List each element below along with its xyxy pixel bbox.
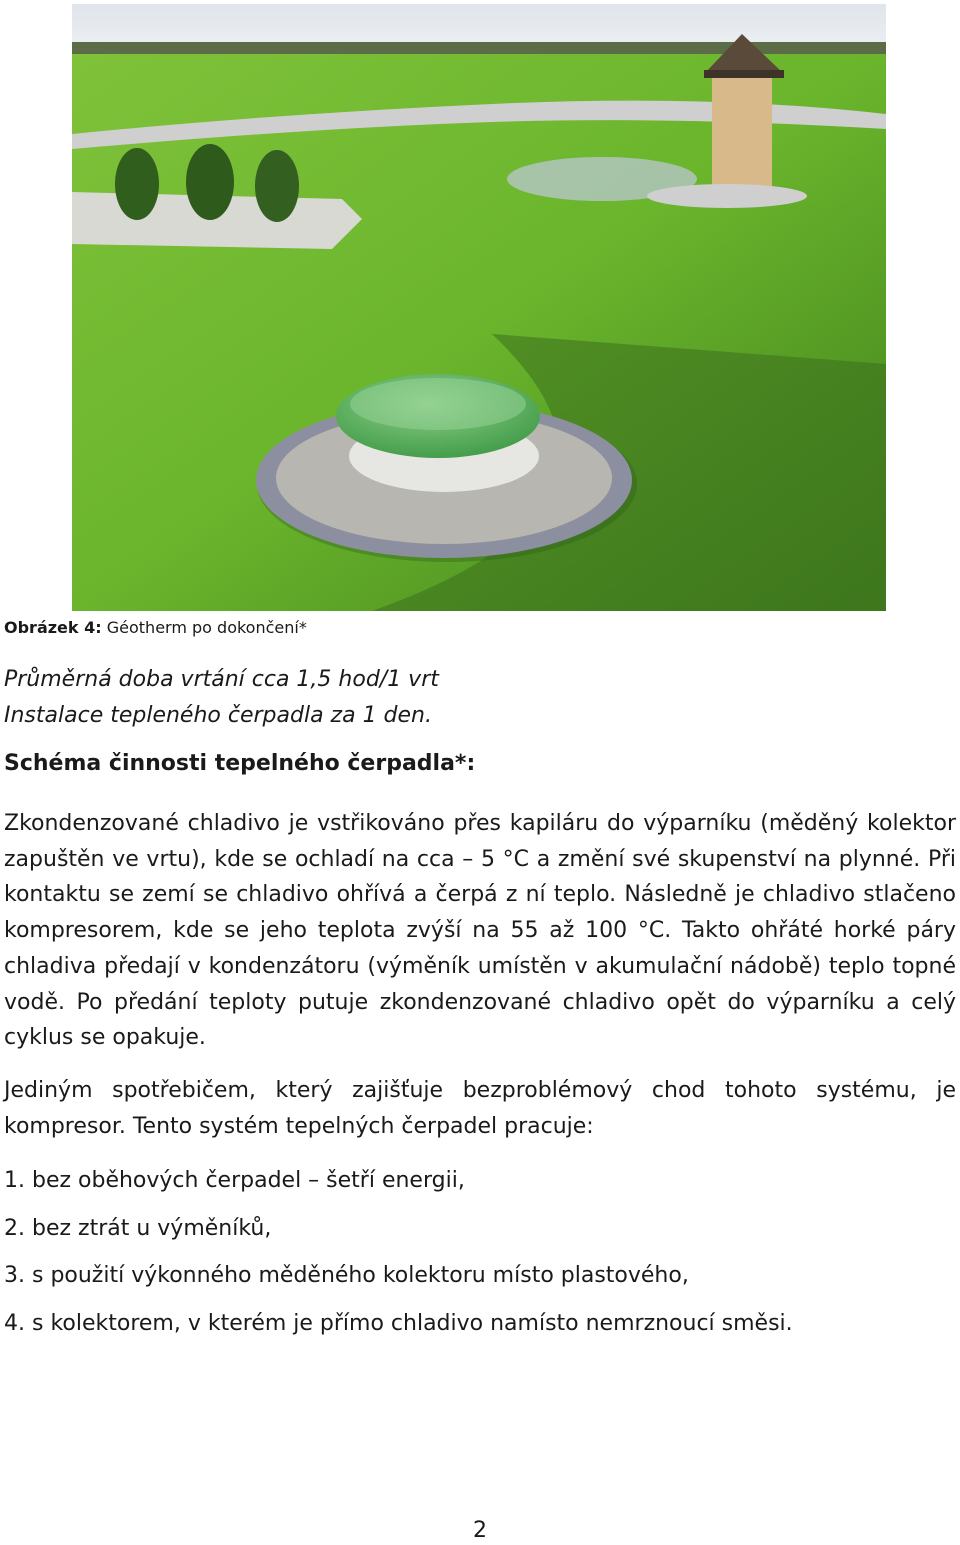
- note-line: Instalace tepleného čerpadla za 1 den.: [4, 703, 432, 728]
- section-heading: Schéma činnosti tepelného čerpadla*:: [4, 751, 476, 776]
- garden-photo: [72, 4, 886, 611]
- page-number: 2: [473, 1518, 487, 1543]
- list-item: 1. bez oběhových čerpadel – šetří energii,: [4, 1168, 465, 1193]
- paragraph: Zkondenzované chladivo je vstřikováno přes kapiláru do výparníku (měděný kolektor zapuštěn ve vrtu), kde se ochladí na cca – 5 °C a změní své skupenství na plynné. Při kontaktu se zemí se chladivo ohřívá a čerpá z ní teplo. Následně je chladivo stlačeno kompresorem, kde se jeho teplota zvýší na 55 až 100 °C. Takto ohřáté horké páry chladiva předají v kondenzátoru (výměník umístěn v akumulační nádobě) teplo topné vodě. Po předání teploty putuje zkondenzované chladivo opět do výparníku a celý cyklus se opakuje.: [4, 811, 956, 1051]
- caption-label: Obrázek 4:: [4, 618, 102, 637]
- figure-caption: [4, 618, 307, 637]
- paragraph: Jediným spotřebičem, který zajišťuje bezproblémový chod tohoto systému, je kompresor. Tento systém tepelných čerpadel pracuje:: [4, 1078, 956, 1139]
- list-item: 3. s použití výkonného měděného kolektoru místo plastového,: [4, 1263, 689, 1288]
- list-item: 4. s kolektorem, v kterém je přímo chladivo namísto nemrznoucí směsi.: [4, 1310, 793, 1336]
- note-line: Průměrná doba vrtání cca 1,5 hod/1 vrt: [4, 667, 439, 692]
- caption-text: Géotherm po dokončení*: [106, 618, 307, 637]
- list-item: 2. bez ztrát u výměníků,: [4, 1215, 272, 1241]
- feature-list: [4, 1163, 793, 1353]
- notes: [4, 662, 439, 734]
